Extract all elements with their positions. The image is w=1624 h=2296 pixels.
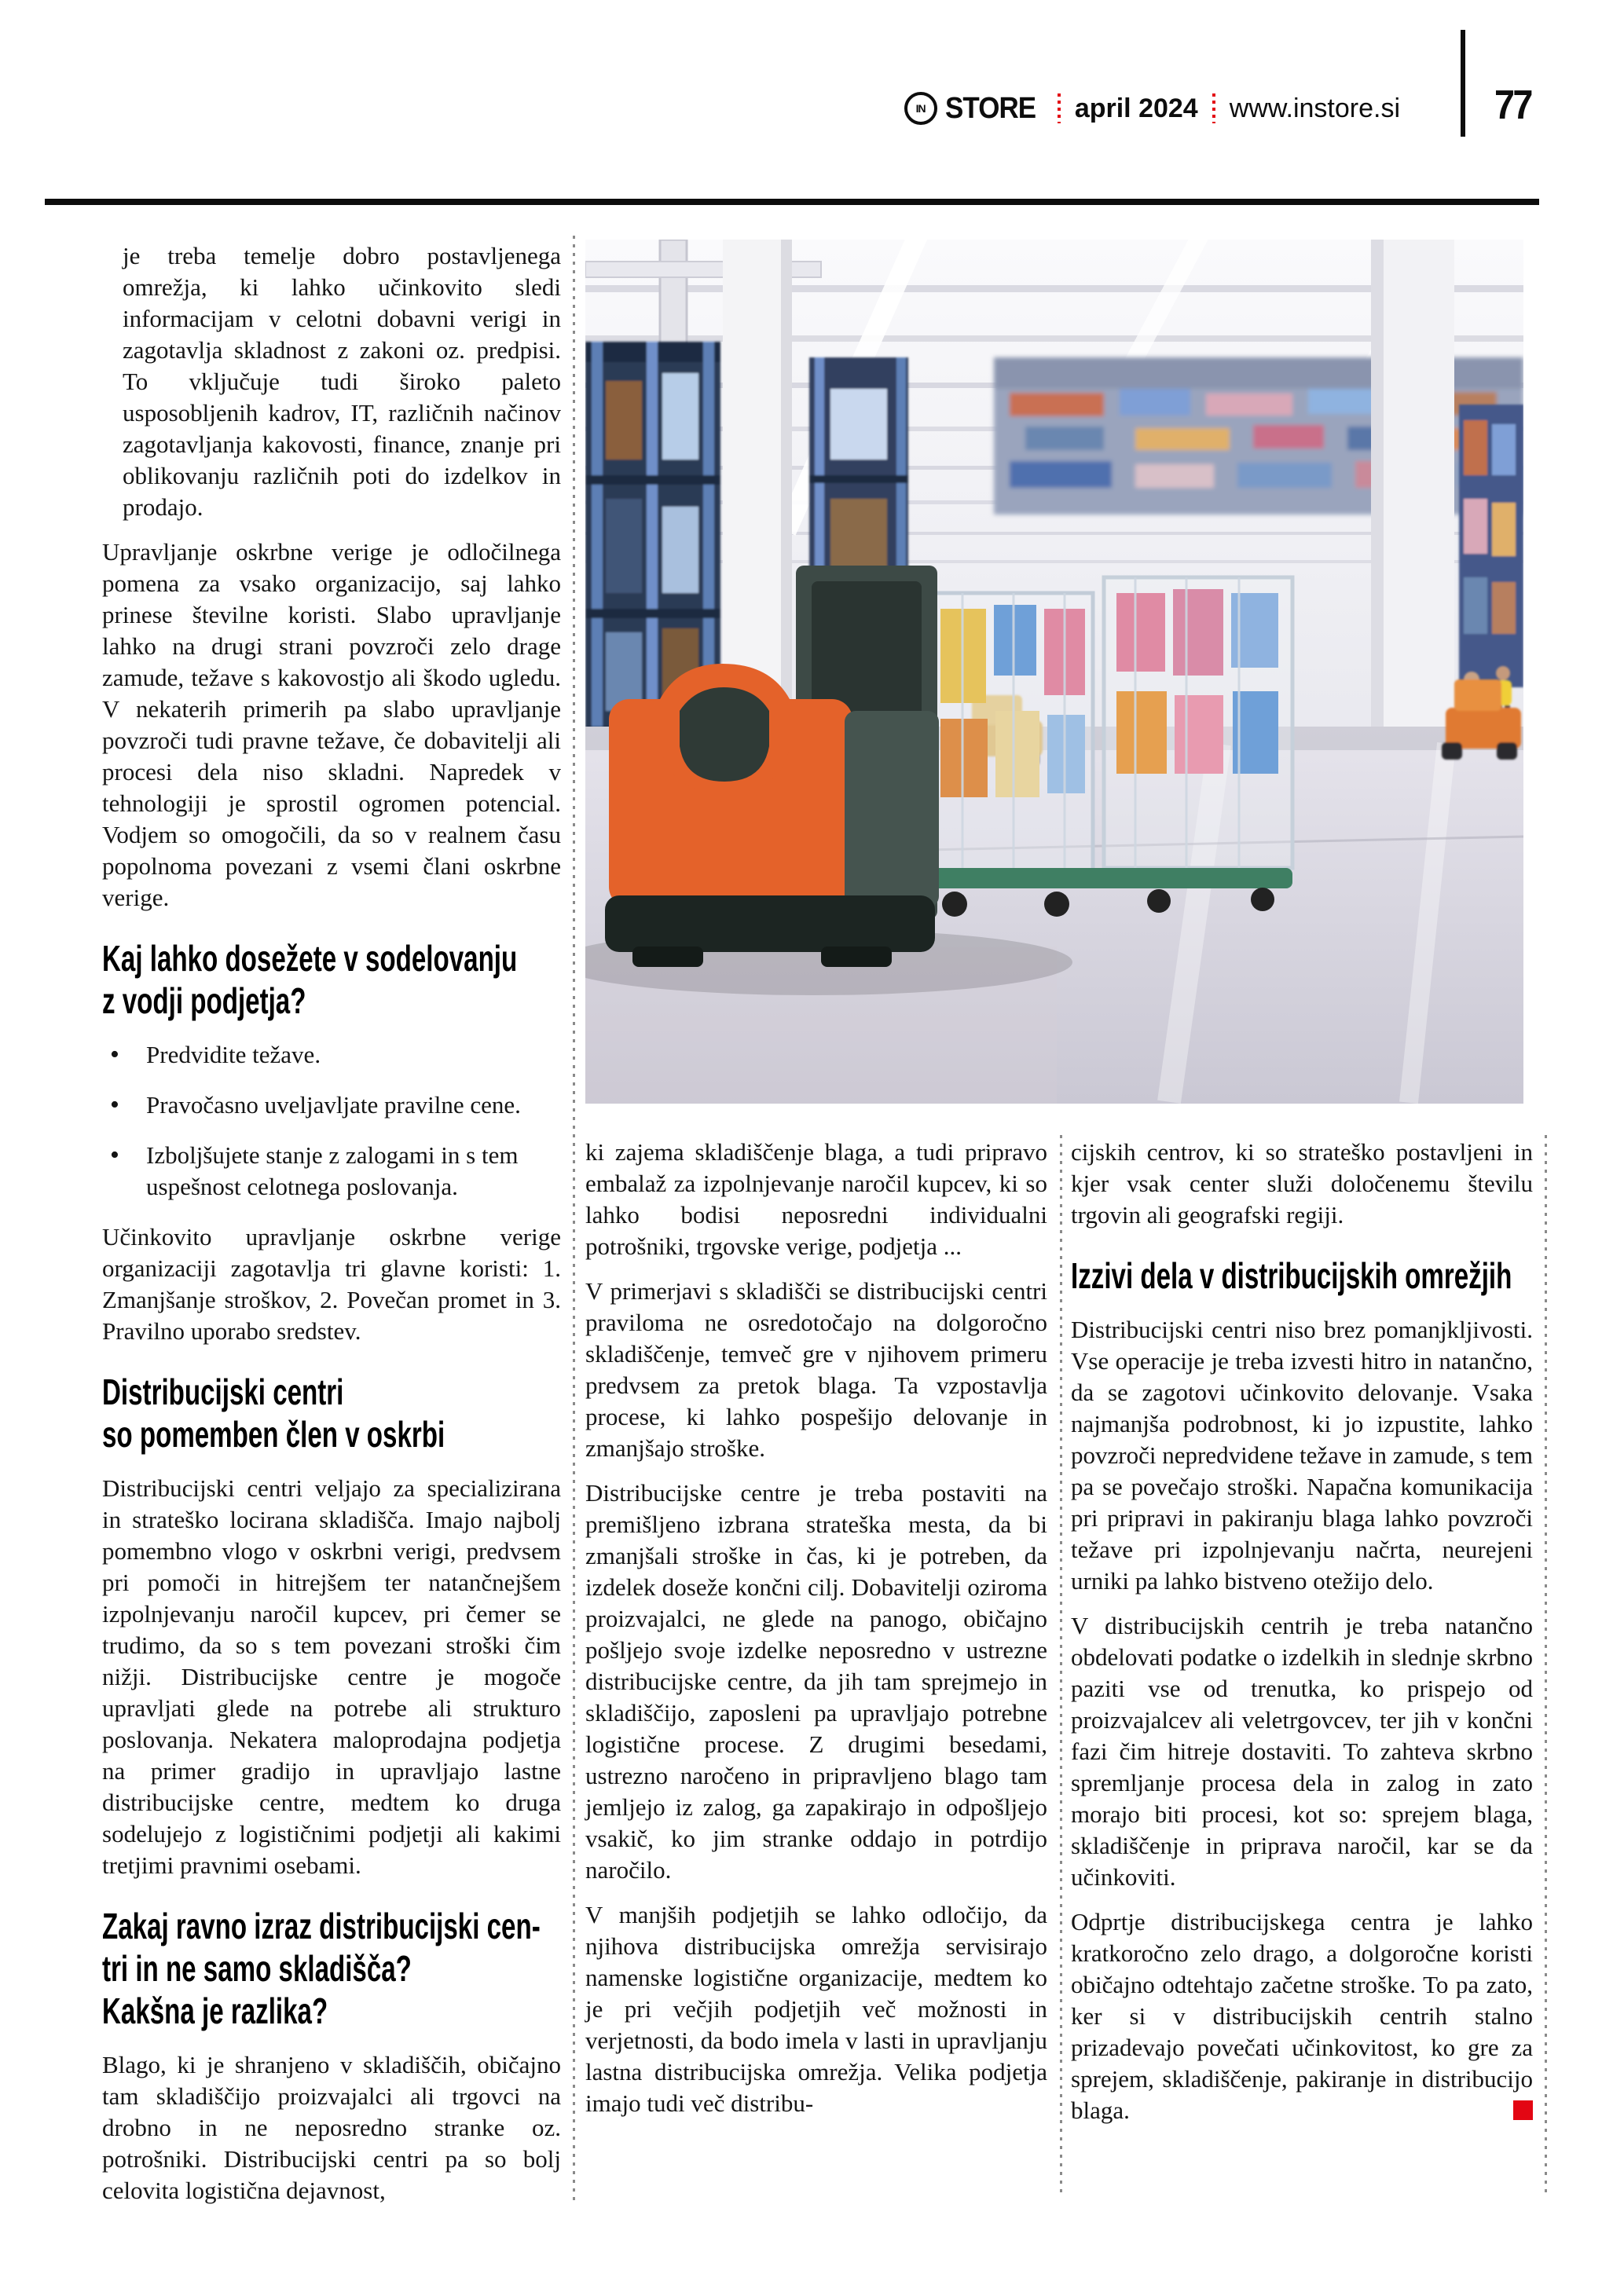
column-divider-dotted (573, 236, 575, 2203)
paragraph-text: Odprtje distribucijskega centra je lahko kratkoročno zelo drago, a dolgoročne koristi običajno odtehtajo začetne stroške. To pa zato, ker si v distribucijskih centrih stalno prizadevajo povečati učinkovitost, ko gre za sprejem, skladiščenje, pakiranje in distribucijo blaga. (1071, 1908, 1533, 2124)
paragraph: cijskih centrov, ki so strateško postavljeni in kjer vsak center služi določenemu številu trgovin ali geografski regiji. (1071, 1138, 1533, 1229)
bullet-text: Pravočasno uveljavljate pravilne cene. (146, 1091, 521, 1119)
paragraph: Blago, ki je shranjeno v skladiščih, običajno tam skladiščijo proizvajalci ali trgovci na drobno in ne neposredno stranke oz. potrošniki. Distribucijski centri pa so bolj celovita logistična dejavnost, (102, 2051, 561, 2204)
paragraph (1071, 1906, 1533, 2126)
header-horizontal-rule (45, 199, 1539, 205)
section-heading: so pomemben člen v oskrbi (102, 1414, 445, 1455)
column-divider-dotted (1545, 1135, 1547, 2195)
instore-logo-icon: IN (904, 92, 937, 125)
red-dotted-separator-icon (1058, 93, 1061, 123)
paragraph: Distribucijski centri niso brez pomanjkljivosti. Vse operacije je treba izvesti hitro in natančno, da se zagotovi učinkovito delovanje. Vsaka najmanjša podrobnost, ki jo izpustite, lahko povzroči nepredvidene težave in zamude, s tem pa se povečajo stroški. Napačna komunikacija pri pripravi in pakiranju blaga lahko povzroči težave pri izpolnjevanju načrta, neurejeni urniki pa lahko bistveno otežijo delo. (1071, 1316, 1533, 1595)
section-heading: Kakšna je razlika? (102, 1990, 328, 2031)
paragraph: V distribucijskih centrih je treba natančno obdelovati podatke o izdelkih in slednje skrbno paziti vse od trenutka, ko prispejo od proizvajalcev ali veletrgovcev, ter jih v končni fazi čim hitreje dostaviti. To zahteva skrbno spremljanje procesa dela in zalog in zato morajo biti procesi, kot so: sprejem blaga, skladiščenje in priprava naročil, kar se da učinkoviti. (1071, 1612, 1533, 1891)
page-number: 77 (1494, 82, 1531, 128)
page-header (904, 85, 1400, 132)
article-end-mark (1513, 2100, 1533, 2120)
brand-name: STORE (944, 91, 1036, 125)
paragraph: ki zajema skladiščenje blaga, a tudi pripravo embalaž za izpolnjevanje naročil kupcev, ki so lahko bodisi neposredni individualni potrošniki, trgovske verige, podjetja ... (585, 1138, 1047, 1260)
list-item (102, 1140, 561, 1203)
paragraph: V manjših podjetjih se lahko odločijo, da njihova distribucijska omrežja servisirajo namenske logistične organizacije, medtem ko je pri večjih podjetjih več možnosti in verjetnosti, da bodo imela v lasti in upravljanju lastna distribucijska omrežja. Velika podjetja imajo tudi več distribu- (585, 1901, 1047, 2117)
bullet-list (102, 1039, 561, 1203)
bullet-icon: • (110, 1090, 119, 1119)
warehouse-photo (585, 240, 1523, 1104)
paragraph: Upravljanje oskrbne verige je odločilnega pomena za vsako organizacijo, saj lahko prinese številne koristi. Slabo upravljanje lahko na drugi strani povzroči zelo drage zamude, težave s kakovostjo ali škodo ugledu. V nekaterih primerih pa slabo upravljanje povzroči tudi pravne težave, če dobavitelji ali procesi dela niso skladni. Napredek v tehnologiji je sprostil ogromen potencial. Vodjem so omogočili, da so v realnem času popolnoma povezani z vsemi člani oskrbne verige. (102, 538, 561, 911)
paragraph: Učinkovito upravljanje oskrbne verige organizaciji zagotavlja tri glavne koristi: 1. Zmanjšanje stroškov, 2. Povečan promet in 3. Pravilno uporabo sredstev. (102, 1223, 561, 1345)
paragraph: je treba temelje dobro postavljenega omrežja, ki lahko učinkovito sledi informacijam v celotni dobavni verigi in zagotavlja skladnost z zakoni oz. predpisi. To vključuje tudi široko paleto usposobljenih kadrov, IT, različnih načinov zagotavljanja kakovosti, finance, znanje pri oblikovanju različnih poti do izdelkov in prodajo. (123, 242, 561, 521)
list-item (102, 1039, 561, 1071)
section-heading: tri in ne samo skladišča? (102, 1948, 412, 1989)
section-heading: Distribucijski centri (102, 1371, 344, 1412)
section-heading: Izzivi dela v distribucijskih omrežjih (1071, 1255, 1512, 1296)
section-heading: Zakaj ravno izraz distribucijski cen- (102, 1906, 541, 1946)
section-heading: Kaj lahko dosežete v sodelovanju (102, 938, 518, 979)
red-dotted-separator-icon (1212, 93, 1215, 123)
section-heading: z vodji podjetja? (102, 980, 306, 1021)
article-column-1 (102, 240, 561, 2220)
website-url: www.instore.si (1229, 93, 1400, 123)
paragraph: Distribucijski centri veljajo za specializirana in strateško locirana skladišča. Imajo najbolj pomembno vlogo v oskrbni verigi, predvsem pri pomoči in hitrejšem ter natančnejšem izpolnjevanju naročil kupcev, pri čemer se trudimo, da so s tem povezani stroški čim nižji. Distribucijske centre je mogoče upravljati glede na potrebe ali strukturo poslovanja. Nekatera maloprodajna podjetja na primer gradijo in upravljajo lastne distribucijske centre, medtem ko druga sodelujejo z logističnimi podjetji ali kakimi tretjimi pravnimi osebami. (102, 1474, 561, 1879)
column-divider-dotted (1060, 1135, 1062, 2195)
bullet-text: Izboljšujete stanje z zalogami in s tem uspešnost celotnega poslovanja. (146, 1141, 519, 1200)
bullet-text: Predvidite težave. (146, 1041, 321, 1068)
issue-date: april 2024 (1074, 93, 1198, 123)
bullet-icon: • (110, 1141, 119, 1170)
list-item (102, 1089, 561, 1121)
bullet-icon: • (110, 1040, 119, 1069)
article-column-2 (585, 1137, 1047, 2133)
paragraph: Distribucijske centre je treba postaviti na premišljeno izbrana strateška mesta, da bi zmanjšali stroške in čas, ki je potreben, da izdelek doseže končni cilj. Dobavitelji oziroma proizvajalci, ne glede na panogo, običajno pošljejo svoje izdelke neposredno v ustrezne distribucijske centre, da jih tam sprejmejo in skladiščijo, zaposleni pa upravljajo potrebne logistične procese. Z drugimi besedami, ustrezno naročeno in pripravljeno blago tam jemljejo iz zalog, ga zapakirajo in odpošljejo vsakič, ko jim stranke oddajo in potrdijo naročilo. (585, 1479, 1047, 1884)
header-vertical-rule (1461, 30, 1465, 137)
article-column-3 (1071, 1137, 1533, 2140)
paragraph: V primerjavi s skladišči se distribucijski centri praviloma ne osredotočajo na dolgoročno skladiščenje, temveč gre v njihovem primeru predvsem za pretok blaga. Ta vzpostavlja procese, ki lahko pospešijo delovanje in zmanjšajo stroške. (585, 1277, 1047, 1462)
